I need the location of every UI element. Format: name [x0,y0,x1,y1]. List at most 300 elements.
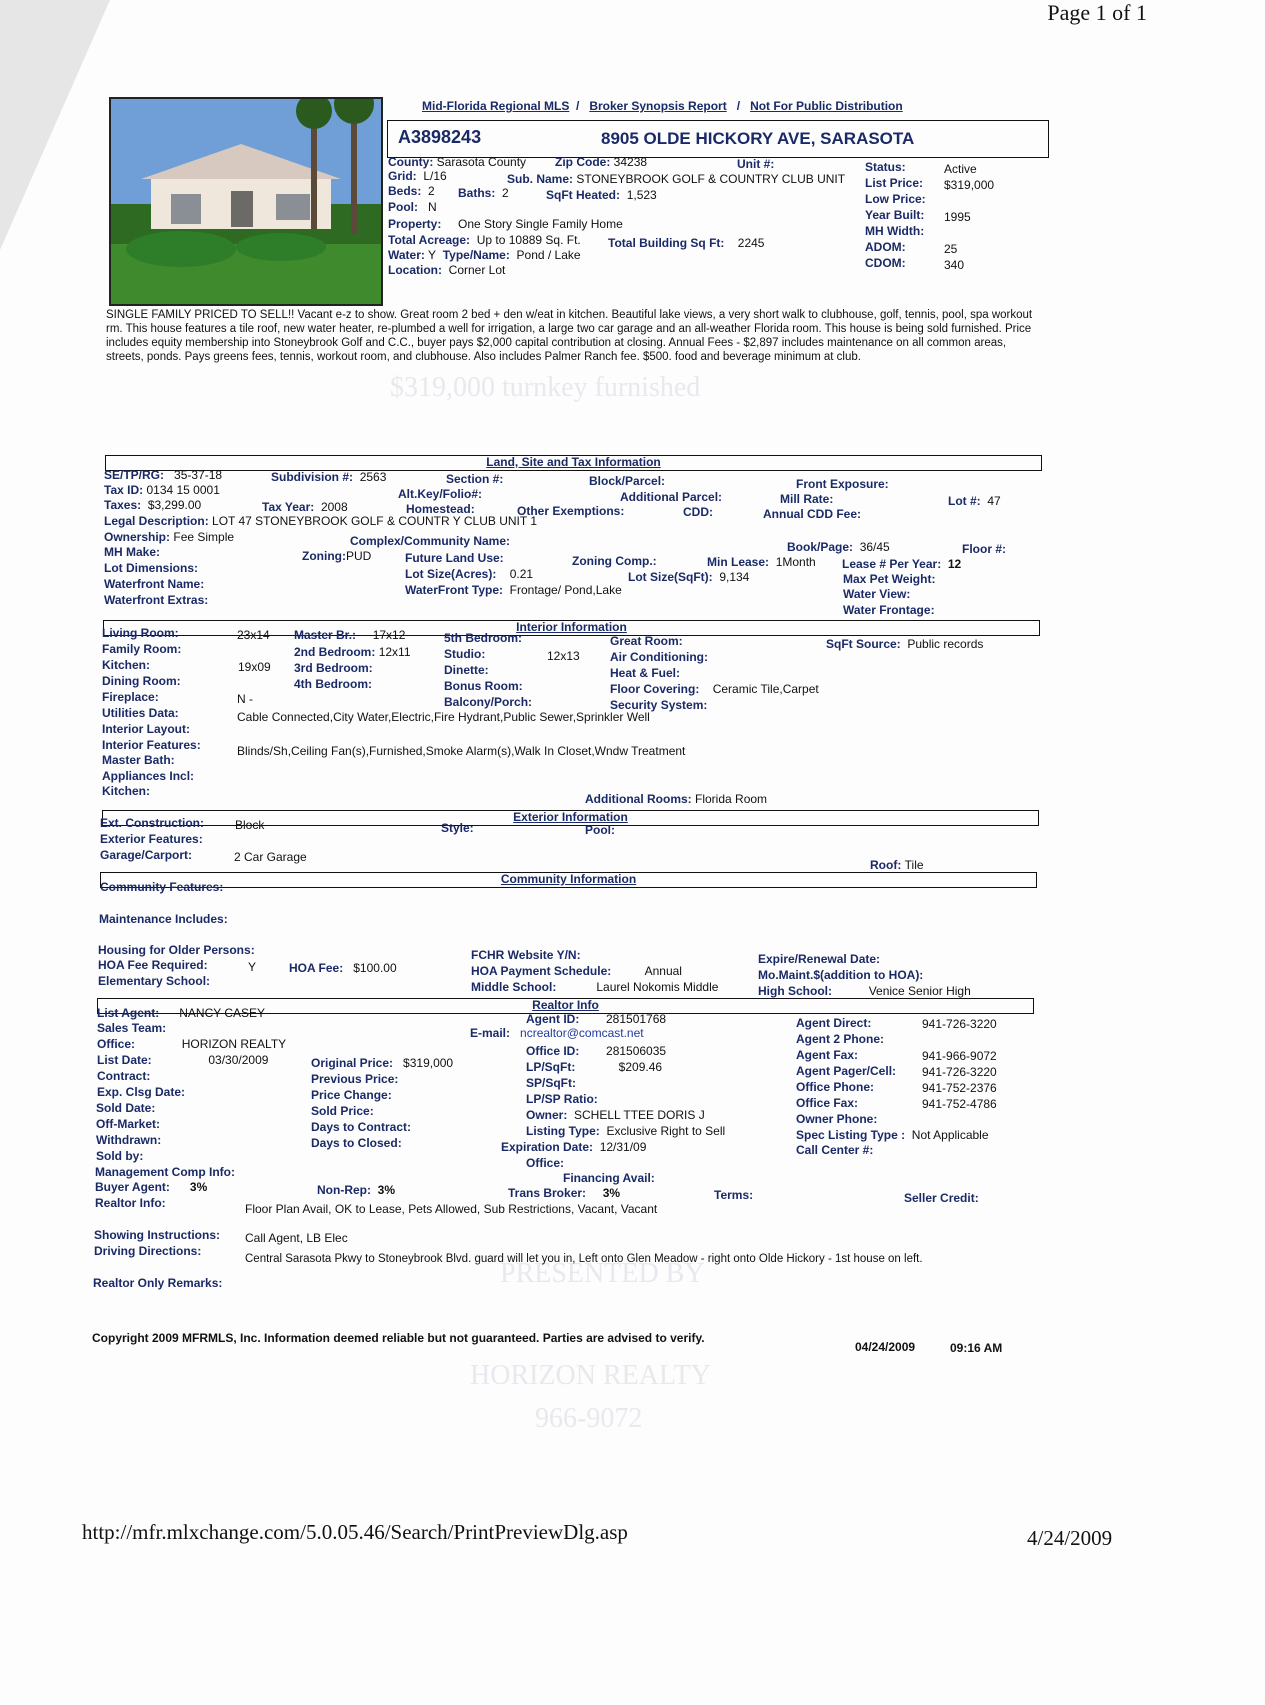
hoareq-label: HOA Fee Required: [98,958,208,972]
land-waterfrontage [843,603,935,617]
int-great [610,634,683,648]
listprice-label: List Price: [865,176,924,190]
int-balcony [444,695,532,709]
zoning-label: Zoning: [302,549,346,563]
grid-label: Grid: [388,169,417,183]
solddate-label: Sold Date: [96,1101,156,1115]
ghost-bleed-1: $319,000 turnkey furnished [390,372,701,403]
spsqft-label: SP/SqFt: [526,1076,576,1090]
int-fifth [444,631,522,645]
int-features-label: Interior Features: [102,738,201,752]
int-features [102,738,201,752]
com-hoareq [98,958,208,972]
ext-features [100,832,203,846]
land-complex [350,534,510,548]
future-label: Future Land Use: [405,551,504,565]
annualcdd-label: Annual CDD Fee: [763,507,862,521]
ext-roof [870,858,924,872]
minlease-label: Min Lease: [707,555,770,569]
agentdirect-label: Agent Direct: [796,1016,872,1030]
land-waterview [843,587,910,601]
int-fireplace [102,690,159,704]
prevprice-label: Previous Price: [311,1072,399,1086]
print-date: 4/24/2009 [1027,1526,1113,1550]
rlt-office2 [526,1156,564,1170]
summary-grid-row [388,169,447,183]
family-label: Family Room: [102,642,182,656]
land-zoning [302,549,371,563]
second-value: 12x11 [378,645,411,659]
yearbuilt-value: 1995 [944,210,971,224]
beds-value: 2 [428,184,435,198]
distribution-note: Not For Public Distribution [750,99,903,113]
ext-construction-value: Block [235,818,265,832]
com-features-label: Community Features: [100,880,224,894]
origprice-label: Original Price: [311,1056,394,1070]
daystocontract-label: Days to Contract: [311,1120,412,1134]
older-label: Housing for Older Persons: [98,943,255,957]
elem-label: Elementary School: [98,974,211,988]
maxpet-label: Max Pet Weight: [843,572,936,586]
com-hoafee [289,961,397,975]
rlt-solddate [96,1101,155,1115]
land-front [796,477,889,491]
taxyear-value: 2008 [320,500,348,514]
ext-style [441,821,474,835]
ext-garage [100,848,192,862]
daystoclosed-label: Days to Closed: [311,1136,402,1150]
status-value: Active [944,162,977,176]
section-realtor-title: Realtor Info [532,998,599,1012]
second-label: 2nd Bedroom: [294,645,376,659]
expclsg-label: Exp. Clsg Date: [97,1085,186,1099]
soldprice-label: Sold Price: [311,1104,374,1118]
ac-label: Air Conditioning: [610,650,708,664]
soldby-label: Sold by: [96,1149,144,1163]
third-label: 3rd Bedroom: [294,661,373,675]
property-value: One Story Single Family Home [458,217,623,231]
lowprice-label: Low Price: [865,192,926,206]
yearbuilt-label: Year Built: [865,208,925,222]
rlt-prevprice [311,1072,398,1086]
rlt-agentdirect-value: 941-726-3220 [922,1017,997,1031]
land-future [405,551,504,565]
rlt-terms [714,1188,753,1202]
int-living-value: 23x14 [237,628,270,642]
rlt-driving [94,1244,201,1258]
speclisting-label: Spec Listing Type : [796,1128,906,1142]
lpsqft-label: LP/SqFt: [526,1060,576,1074]
addparcel-label: Additional Parcel: [620,490,723,504]
lotdim-label: Lot Dimensions: [104,561,199,575]
land-cdd [683,505,713,519]
terms-label: Terms: [714,1188,754,1202]
showing-label: Showing Instructions: [94,1228,220,1242]
realtor-remarks-label: Realtor Only Remarks: [93,1276,223,1290]
kitchen2-label: Kitchen: [102,784,150,798]
rlt-expclsg [97,1085,185,1099]
high-label: High School: [758,984,832,998]
great-label: Great Room: [610,634,683,648]
rlt-office [97,1037,286,1051]
int-third [294,661,373,675]
sqftsrc-value: Public records [907,637,984,651]
block-label: Block/Parcel: [589,474,666,488]
taxid-value: 0134 15 0001 [146,483,220,497]
land-bookpage [787,540,890,554]
security-label: Security System: [610,698,708,712]
trans-label: Trans Broker: [508,1186,587,1200]
leaseyr-label: Lease # Per Year: [842,557,942,571]
rlt-driving-value: Central Sarasota Pkwy to Stoneybrook Blvd. guard will let you in, Left onto Glen Meadow - right onto Olde Hickory - 1st house on left. [245,1253,923,1265]
rlt-contract [97,1069,150,1083]
listingtype-label: Listing Type: [526,1124,600,1138]
rlt-lpsqft [526,1060,662,1074]
com-expire [758,952,880,966]
master-label: Master Br.: [294,628,357,642]
location-label: Location: [388,263,442,277]
rlt-speclisting [796,1128,989,1142]
int-family [102,642,181,656]
office-value: HORIZON REALTY [181,1037,287,1051]
officefax-label: Office Fax: [796,1096,859,1110]
sqftsrc-label: SqFt Source: [826,637,901,651]
beds-label: Beds: [388,184,422,198]
typename-value: Pond / Lake [516,248,581,262]
momaint-label: Mo.Maint.$(addition to HOA): [758,968,924,982]
email-label: E-mail: [470,1026,511,1040]
int-utilities [102,706,179,720]
ghost-bleed-4: 966-9072 [535,1403,643,1434]
construction-label: Ext. Construction: [100,816,204,830]
int-ac [610,650,708,664]
ownership-label: Ownership: [104,530,171,544]
acreage-value: Up to 10889 Sq. Ft. [476,233,581,247]
lotacres-value: 0.21 [509,567,534,581]
section-land-header [105,455,1042,471]
callcenter-label: Call Center #: [796,1143,874,1157]
land-section [446,472,503,486]
summary-beds-row [388,184,435,198]
summary-acreage-row [388,233,581,247]
addrooms-label: Additional Rooms: [585,792,692,806]
subname-value: STONEYBROOK GOLF & COUNTRY CLUB UNIT [576,172,846,186]
setprg-value: 35-37-18 [174,468,223,482]
county-label: County: [388,155,434,169]
int-heat [610,666,680,680]
rlt-officephone-value: 941-752-2376 [922,1081,997,1095]
rlt-withdrawn [96,1133,161,1147]
taxid-label: Tax ID: [104,483,144,497]
high-value: Venice Senior High [868,984,971,998]
subdiv-label: Subdivision #: [271,470,354,484]
owner-value: SCHELL TTEE DORIS J [574,1108,705,1122]
property-address: 8905 OLDE HICKORY AVE, SARASOTA [601,129,915,148]
ghost-bleed-2: PRESENTED BY [500,1258,705,1289]
adom-value: 25 [944,242,958,256]
mls-number: A3898243 [398,127,482,147]
hoasched-value: Annual [644,964,682,978]
int-dining [102,674,181,688]
cdom-label: CDOM: [865,256,906,270]
bookpage-label: Book/Page: [787,540,854,554]
rlt-trans [508,1186,620,1200]
rlt-origprice [311,1056,453,1070]
rlt-officeid [526,1044,666,1058]
section-community-header [100,872,1037,888]
adom-label: ADOM: [865,240,906,254]
rlt-agentfax-value: 941-966-9072 [922,1049,997,1063]
rlt-buyer [95,1180,207,1194]
subdiv-value: 2563 [359,470,387,484]
summary-water-row [388,248,581,262]
rlt-lpsp [526,1092,598,1106]
section-land-title: Land, Site and Tax Information [486,455,661,469]
wftype-value: Frontage/ Pond,Lake [509,583,622,597]
mhwidth-label: MH Width: [865,224,925,238]
int-master [294,628,405,642]
report-date: 04/24/2009 [855,1340,916,1354]
setprg-label: SE/TP/RG: [104,468,165,482]
salesteam-label: Sales Team: [97,1021,167,1035]
rlt-ownerphone [796,1112,877,1126]
location-value: Corner Lot [448,263,506,277]
print-url: http://mfr.mlxchange.com/5.0.05.46/Search/PrintPreviewDlg.asp [82,1520,628,1544]
cdom-row [865,256,906,270]
land-lot [948,494,1001,508]
rlt-soldby [96,1149,143,1163]
summary-unit-label [737,157,774,171]
middle-label: Middle School: [471,980,557,994]
sellercredit-label: Seller Credit: [904,1191,979,1205]
expiration-label: Expiration Date: [501,1140,594,1154]
contract-label: Contract: [97,1069,151,1083]
ext-garage-value: 2 Car Garage [234,850,307,864]
int-features-value: Blinds/Sh,Ceiling Fan(s),Furnished,Smoke Alarm(s),Walk In Closet,Wndw Treatment [237,744,686,758]
ghost-bleed-3: HORIZON REALTY [470,1360,711,1391]
masterbath-label: Master Bath: [102,753,175,767]
land-lotacres [405,567,533,581]
balcony-label: Balcony/Porch: [444,695,533,709]
bldg-label: Total Building Sq Ft: [608,236,725,250]
cdd-label: CDD: [683,505,713,519]
summary-location-row [388,263,505,277]
agentid-value: 281501768 [606,1012,667,1026]
rlt-agentdirect [796,1016,871,1030]
rlt-mgmt [95,1165,235,1179]
floorcov-value: Ceramic Tile,Carpet [712,682,819,696]
listprice-value: $319,000 [944,178,995,192]
trans-value: 3% [602,1186,621,1200]
com-momaint [758,968,923,982]
agentid-label: Agent ID: [526,1012,580,1026]
pool-value: N [428,200,437,214]
waterfrontage-label: Water Frontage: [843,603,935,617]
bookpage-value: 36/45 [859,540,890,554]
offmarket-label: Off-Market: [96,1117,161,1131]
int-layout [102,722,190,736]
land-altkey [398,487,482,501]
wfextras-label: Waterfront Extras: [104,593,209,607]
land-millrate [780,492,833,506]
grid-value: L/16 [423,169,447,183]
unit-label: Unit #: [737,157,775,171]
rlt-agentfax [796,1048,858,1062]
land-taxid [104,483,220,497]
land-legal [104,514,537,528]
rlt-agent [97,1006,265,1020]
rlt-callcenter [796,1143,873,1157]
public-remarks: SINGLE FAMILY PRICED TO SELL!! Vacant e-z to show. Great room 2 bed + den w/eat in kitchen. Beautiful lake views, a very short walk to clubhouse, golf, tennis, pool, spa workout rm. This house features a tile roof, new water heater, re-plumbed a well for irrigation, a large two car garage and an all-weather Florida room. This house is being sold furnished. Price includes equity membership into Stoneybrook Golf and C.C., buyer pays $2,000 capital contribution at closing. Annual Fees - $2,897 includes maintenance on all common areas, streets, ponds. Pays greens fees, tennis, workout room, and clubhouse. Also includes Palmer Ranch fee. $500. food and beverage minimum at club. [106,309,1033,363]
agent-label: List Agent: [97,1006,160,1020]
lowprice-row [865,192,926,206]
lpsqft-value: $209.46 [618,1060,663,1074]
land-wfname [104,577,204,591]
land-mhmake [104,545,160,559]
rlt-nonrep [317,1183,395,1197]
master-value: 17x12 [372,628,406,642]
rlt-daystoclosed [311,1136,402,1150]
baths-label: Baths: [458,186,496,200]
rlt-listdate [97,1053,268,1067]
land-maxpet [843,572,935,586]
owner-label: Owner: [526,1108,568,1122]
expire-label: Expire/Renewal Date: [758,952,881,966]
email-link[interactable]: ncrealtor@comcast.net [520,1026,644,1040]
kitchen-label: Kitchen: [102,658,150,672]
zoningcomp-label: Zoning Comp.: [572,554,657,568]
report-title: Mid-Florida Regional MLS / Broker Synopsis Report / Not For Public Distribution [422,99,903,113]
com-hoareq-value: Y [248,960,257,974]
rlt-pager [796,1064,896,1078]
rlt-info [95,1196,166,1210]
land-zoningcomp [572,554,657,568]
int-addrooms [585,792,767,806]
int-kitchen [102,658,150,672]
rlt-soldprice [311,1104,374,1118]
subname-label: Sub. Name: [507,172,574,186]
int-masterbath [102,753,175,767]
addrooms-value: Florida Room [695,792,768,806]
heat-label: Heat & Fuel: [610,666,681,680]
land-floor [962,542,1006,556]
dining-label: Dining Room: [102,674,181,688]
summary-baths-row [458,186,509,200]
mhmake-label: MH Make: [104,545,161,559]
cdom-value: 340 [944,258,965,272]
ext-pool [585,823,615,837]
rlt-officefax-value: 941-752-4786 [922,1097,997,1111]
land-addparcel [620,490,722,504]
nonrep-value: 3% [377,1183,396,1197]
house-photo-illustration [111,99,381,304]
water-label: Water: [388,248,425,262]
lot-label: Lot #: [948,494,981,508]
agent2-label: Agent 2 Phone: [796,1032,885,1046]
listdate-value: 03/30/2009 [208,1053,269,1067]
com-high [758,984,971,998]
millrate-label: Mill Rate: [780,492,834,506]
nonrep-label: Non-Rep: [317,1183,371,1197]
int-studio [444,647,485,661]
bonus-label: Bonus Room: [444,679,523,693]
land-wftype [405,583,622,597]
lotsqft-value: 9,134 [719,570,750,584]
legal-value: LOT 47 STONEYBROOK GOLF & COUNTR Y CLUB UNIT 1 [212,514,538,528]
land-minlease [707,555,816,569]
minlease-value: 1Month [775,555,816,569]
lot-value: 47 [987,494,1001,508]
zoning-value: PUD [345,549,372,563]
style-label: Style: [441,821,474,835]
taxyear-label: Tax Year: [262,500,315,514]
buyer-label: Buyer Agent: [95,1180,170,1194]
floor-label: Floor #: [962,542,1006,556]
land-wfextras [104,593,208,607]
status-row [865,160,906,174]
rlt-owner [526,1108,705,1122]
land-setprg [104,468,222,482]
origprice-value: $319,000 [403,1056,454,1070]
listprice-row [865,176,923,190]
wftype-label: WaterFront Type: [405,583,503,597]
section-label: Section #: [446,472,504,486]
page-label: Page 1 of 1 [1047,0,1147,25]
fifth-label: 5th Bedroom: [444,631,522,645]
property-photo [109,97,383,306]
pager-label: Agent Pager/Cell: [796,1064,897,1078]
buyer-value: 3% [189,1180,208,1194]
office-label: Office: [97,1037,136,1051]
financing-label: Financing Avail: [563,1171,655,1185]
int-fireplace-value: N - [237,692,253,706]
rlt-remarks [93,1276,222,1290]
lpsp-label: LP/SP Ratio: [526,1092,598,1106]
com-features [100,880,223,894]
sqft-label: SqFt Heated: [546,188,621,202]
homestead-label: Homestead: [406,502,475,516]
summary-zip-row [555,155,647,169]
pricechange-label: Price Change: [311,1088,392,1102]
int-kitchen2 [102,784,150,798]
rlt-offmarket [96,1117,160,1131]
listingtype-value: Exclusive Right to Sell [606,1124,726,1138]
altkey-label: Alt.Key/Folio#: [398,487,483,501]
front-label: Front Exposure: [796,477,889,491]
mhwidth-row [865,224,924,238]
utilities-label: Utilities Data: [102,706,179,720]
roof-value: Tile [904,858,924,872]
int-sqftsrc [826,637,983,651]
int-fourth [294,677,372,691]
rlt-expiration [501,1140,646,1154]
speclisting-value: Not Applicable [911,1128,989,1142]
land-lotdim [104,561,198,575]
folded-corner [0,0,110,250]
agentfax-label: Agent Fax: [796,1048,859,1062]
report-time: 09:16 AM [950,1341,1003,1355]
fireplace-label: Fireplace: [102,690,159,704]
property-label: Property: [388,217,442,231]
yearbuilt-row [865,208,924,222]
land-block [589,474,665,488]
expiration-value: 12/31/09 [599,1140,647,1154]
summary-sqft-row [546,188,657,202]
int-appliances [102,769,194,783]
copyright-notice: Copyright 2009 MFRMLS, Inc. Information deemed reliable but not guaranteed. Parties are advised to verify. [92,1331,705,1345]
otherex-label: Other Exemptions: [517,504,625,518]
section-exterior-title: Exterior Information [513,810,628,824]
